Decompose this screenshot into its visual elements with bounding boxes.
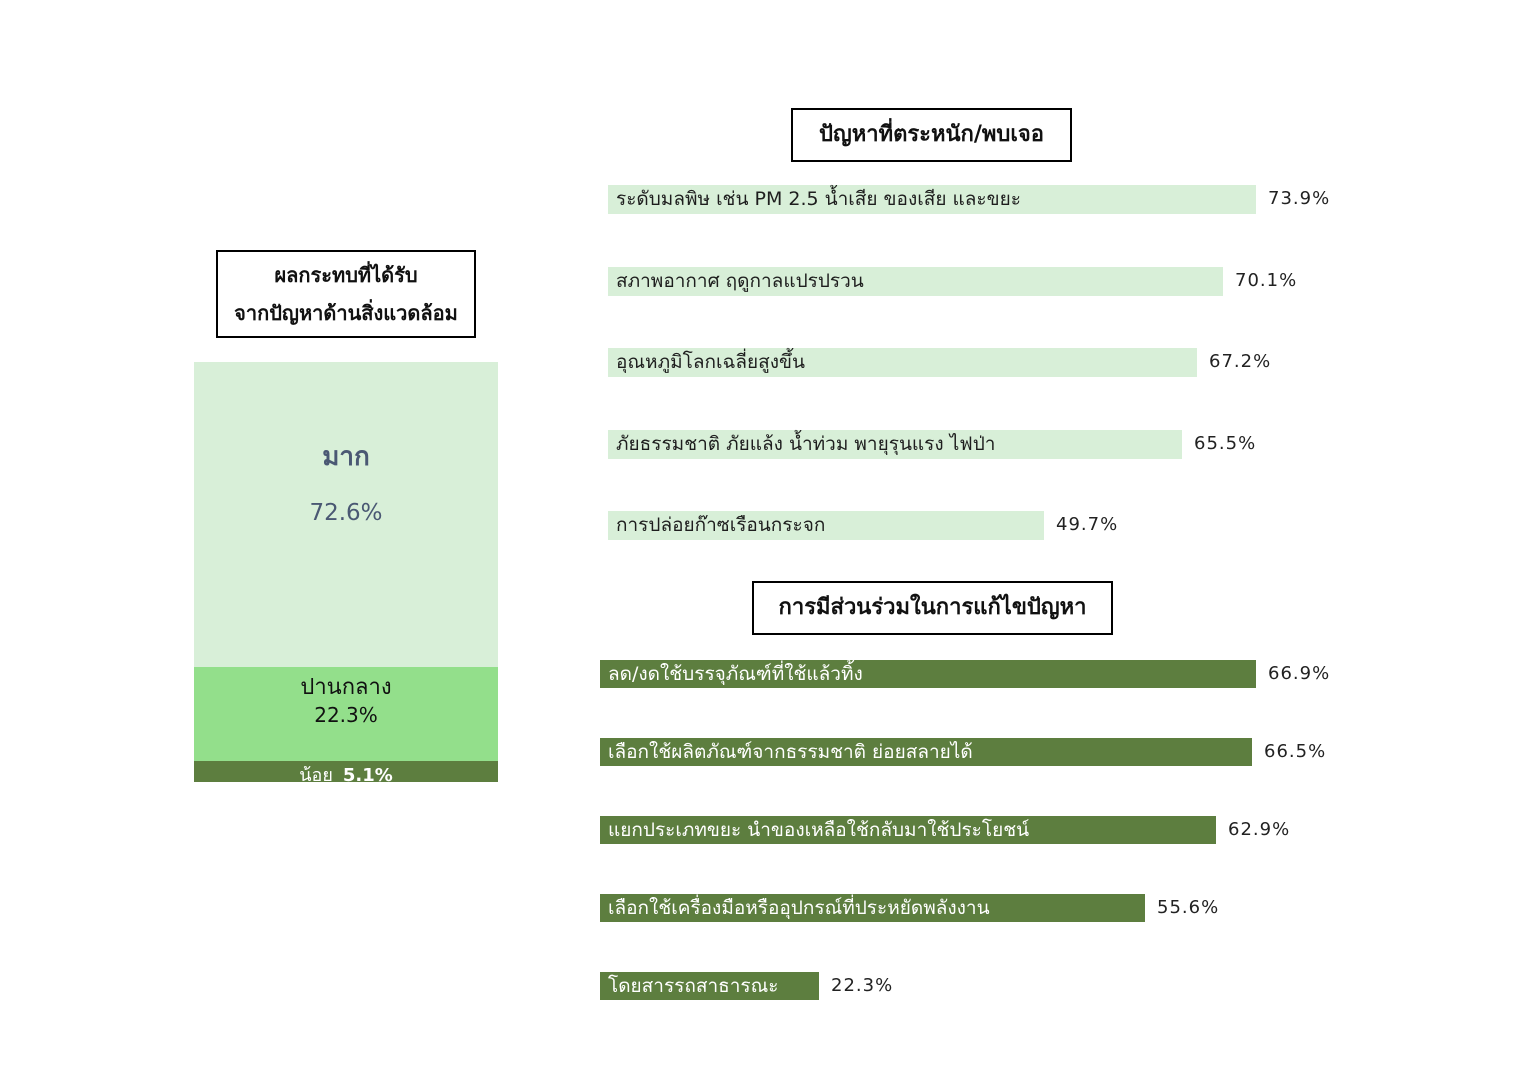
problems-bar-label: การปล่อยก๊าซเรือนกระจก — [616, 514, 826, 536]
impact-label-medium: ปานกลาง — [300, 675, 392, 700]
participation-bar — [600, 660, 1256, 688]
problems-value-label: 73.9% — [1268, 188, 1331, 209]
impact-label-high: มาก — [322, 442, 370, 472]
problems-bar-label: อุณหภูมิโลกเฉลี่ยสูงขึ้น — [616, 351, 806, 373]
participation-bar-label: โดยสารรถสาธารณะ — [608, 975, 779, 997]
impact-label-low: น้อย — [299, 765, 333, 786]
participation-bar — [600, 816, 1216, 844]
impact-title-line-1: ผลกระทบที่ได้รับ — [274, 263, 418, 287]
impact-value-medium: 22.3% — [314, 703, 378, 727]
participation-bar-label: ลด/งดใช้บรรจุภัณฑ์ที่ใช้แล้วทิ้ง — [608, 663, 863, 685]
participation-bar — [600, 738, 1252, 766]
impact-title-line-2: จากปัญหาด้านสิ่งแวดล้อม — [234, 301, 458, 325]
problems-value-label: 49.7% — [1056, 514, 1119, 535]
participation-bar-label: แยกประเภทขยะ นำของเหลือใช้กลับมาใช้ประโยชน์ — [608, 819, 1030, 841]
participation-value-label: 66.9% — [1268, 663, 1331, 684]
problems-bar-label: ภัยธรรมชาติ ภัยแล้ง น้ำท่วม พายุรุนแรง ไฟป่า — [616, 432, 996, 455]
problems-value-label: 65.5% — [1194, 432, 1257, 454]
participation-value-label: 62.9% — [1228, 819, 1291, 840]
participation-bar-label: เลือกใช้ผลิตภัณฑ์จากธรรมชาติ ย่อยสลายได้ — [608, 741, 973, 763]
impact-value-low: 5.1% — [342, 765, 393, 786]
participation-bar — [600, 972, 819, 1000]
problems-bar-label: ระดับมลพิษ เช่น PM 2.5 น้ำเสีย ของเสีย และขยะ — [616, 188, 1021, 210]
participation-chart-title: การมีส่วนร่วมในการแก้ไขปัญหา — [752, 581, 1113, 635]
problems-bar-label: สภาพอากาศ ฤดูกาลแปรปรวน — [616, 269, 864, 292]
impact-value-high: 72.6% — [309, 500, 383, 526]
problems-value-label: 67.2% — [1209, 351, 1272, 372]
participation-bar — [600, 894, 1145, 922]
participation-value-label: 22.3% — [831, 975, 894, 996]
problems-chart-title: ปัญหาที่ตระหนัก/พบเจอ — [791, 108, 1072, 162]
problems-value-label: 70.1% — [1235, 269, 1298, 291]
participation-bar-label: เลือกใช้เครื่องมือหรืออุปกรณ์ที่ประหยัดพลังงาน — [608, 897, 990, 919]
participation-value-label: 55.6% — [1157, 897, 1220, 918]
participation-value-label: 66.5% — [1264, 741, 1327, 762]
